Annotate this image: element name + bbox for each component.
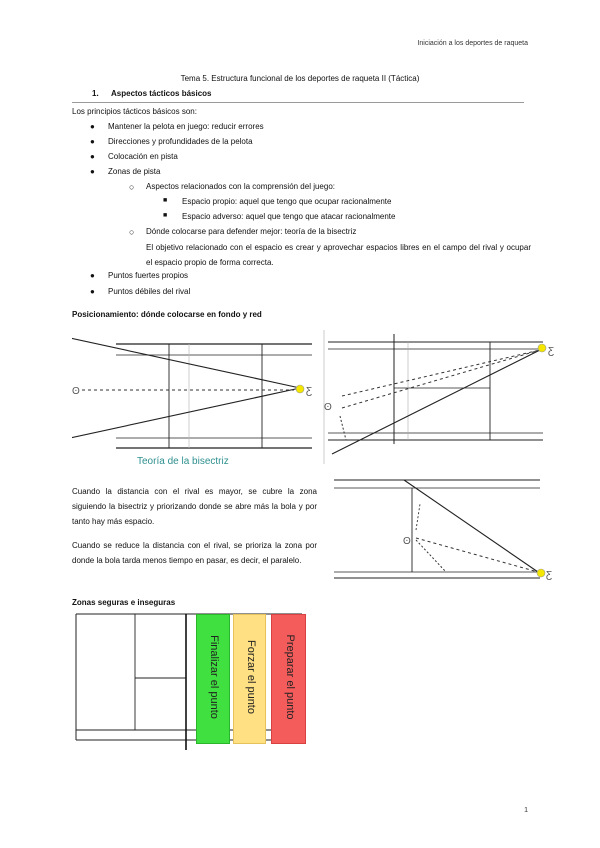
sub-list-item: Dónde colocarse para defender mejor: teoría de la bisectriz (146, 227, 357, 236)
list-item: Puntos débiles del rival (108, 287, 191, 296)
bullet-icon: ● (90, 287, 95, 296)
list-item: Colocación en pista (108, 152, 178, 161)
bullet-icon: ● (90, 122, 95, 131)
player-icon: ʘ (324, 402, 332, 413)
bisectriz-diagram (72, 328, 317, 468)
player-icon: Ƹ (546, 570, 553, 581)
zone-preparar (271, 614, 306, 744)
intro-text: Los principios tácticos básicos son: (72, 107, 197, 116)
paragraph-distance-greater: Cuando la distancia con el rival es mayor, se cubre la zona siguiendo la bisectriz y priorizando donde se abre más la bola y por tanto hay más espacio. (72, 487, 317, 526)
bullet-icon: ● (90, 137, 95, 146)
zone-label: Finalizar el punto (208, 635, 220, 719)
player-icon: Ƹ (306, 386, 313, 397)
square-bullet-icon: ■ (163, 212, 168, 219)
ball-icon (537, 569, 545, 577)
positioning-diagram-back (318, 328, 558, 468)
list-item: Puntos fuertes propios (108, 271, 189, 280)
heading-rule (72, 102, 524, 103)
zone-forzar (233, 614, 266, 744)
section-title: Aspectos tácticos básicos (111, 89, 212, 98)
page-number: 1 (524, 807, 528, 814)
positioning-title: Posicionamiento: dónde colocarse en fondo y red (72, 310, 262, 319)
zone-label: Forzar el punto (245, 640, 257, 714)
document-title: Tema 5. Estructura funcional de los deportes de raqueta II (Táctica) (180, 74, 420, 83)
list-item: Zonas de pista (108, 167, 161, 176)
zones-title: Zonas seguras e inseguras (72, 598, 176, 607)
running-header: Iniciación a los deportes de raqueta (417, 40, 528, 47)
bisectriz-caption: Teoría de la bisectriz (137, 456, 229, 467)
ball-icon (538, 344, 546, 352)
paragraph-distance-reduced: Cuando se reduce la distancia con el rival, se prioriza la zona por donde la bola tarda menos tiempo en pasar, es decir, el paralelo. (72, 541, 317, 565)
ball-icon (296, 385, 304, 393)
zone-label: Preparar el punto (284, 634, 296, 720)
square-bullet-icon: ■ (163, 197, 168, 204)
zone-finalizar (196, 614, 230, 744)
circle-bullet-icon: ○ (129, 182, 135, 192)
bullet-icon: ● (90, 167, 95, 176)
positioning-diagram-net (330, 474, 555, 584)
circle-bullet-icon: ○ (129, 227, 135, 237)
section-number: 1. (92, 89, 99, 98)
sub-sub-list-item: Espacio propio: aquel que tengo que ocupar racionalmente (182, 197, 392, 206)
list-item: Mantener la pelota en juego: reducir errores (108, 122, 264, 131)
list-item: Direcciones y profundidades de la pelota (108, 137, 253, 146)
player-icon: ʘ (403, 536, 411, 547)
sub-sub-list-item: Espacio adverso: aquel que tengo que atacar racionalmente (182, 212, 396, 221)
sub-list-item: Aspectos relacionados con la comprensión del juego: (146, 182, 336, 191)
player-icon: Ƹ (548, 346, 555, 357)
bullet-icon: ● (90, 271, 95, 280)
player-icon: ʘ (72, 386, 80, 397)
bisectriz-objective-text: El objetivo relacionado con el espacio es crear y aprovechar espacios libres en el campo del rival y ocupar el espacio propio de forma correcta. (146, 243, 531, 267)
bullet-icon: ● (90, 152, 95, 161)
section-heading (92, 89, 211, 98)
